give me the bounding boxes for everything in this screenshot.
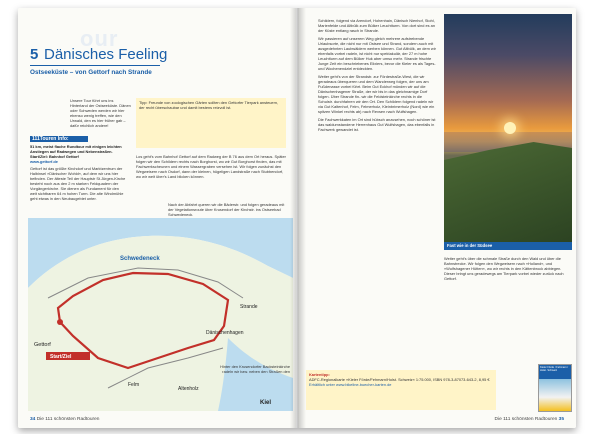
tour-info-line: Start/Ziel: Bahnhof Gettorf: [30, 154, 79, 159]
chapter-subtitle: Ostseeküste – von Gettorf nach Strande: [30, 69, 152, 76]
map-label-start: Start/Ziel: [50, 354, 72, 360]
intro-text: Unsere Tour führt uns ins Hinterland der Ostseeküste. Dänen oder Schweden werden wir hier ebenso wenig treffen, wie den Urwald, den es hier früher gab – dafür reichlich andere!: [70, 98, 131, 128]
map-label: Dänischenhagen: [206, 330, 244, 336]
left-page: [18, 8, 296, 428]
tour-info-box: [30, 144, 124, 164]
map-tip-title: Kartentipp:: [309, 372, 330, 377]
page-footer-left: [30, 417, 99, 422]
tour-info-link[interactable]: www.gettorf.de: [30, 159, 58, 164]
map-cover-label: Kieler Förde / Fehmarn / Holst. Schweiz: [540, 366, 569, 372]
sunset-photo: [444, 14, 572, 242]
right-column-1: [318, 18, 436, 132]
tour-info-title: 111Touren Info:: [30, 136, 88, 142]
map-tip-box: [306, 370, 496, 410]
column-text: Die Fachwerkkaten im Ort sind hübsch anzusehen, noch schöner ist das waldumstandene Herrenhaus Gut Wulfshagen, das ebenfalls in Fachwerk gewandet ist.: [318, 117, 436, 132]
route-map: [28, 218, 293, 411]
start-marker: [57, 319, 63, 325]
column-text: Weiter geht's von der Strandstr. zur Fördestraße-West, die wir geradeaus überqueren und dem Wanderweg folgen, der uns am Fußdenasse vorbei führt. Beim Gut Eckhof münden wir auf die Dänischenhagener Straße, der wir bis in das gleichnamige Dorf folgen. Über Strande fin- wir die Feldsteinkirche rechts in die Schulstr. durchfahren wir den Ort. Den Schildern folgend radeln wir via Gut Kaltenhof, Felm, Felmerholz, Kleinbrimerholz (Nord) wie ein spitzen Winkel rechts ab) nach Rexsen nach Wulfshagen.: [318, 74, 435, 114]
right-page: [298, 8, 576, 428]
chapter-number: 5: [30, 46, 39, 63]
map-label: Strande: [240, 304, 258, 310]
photo-caption: Fast wie in der Südsee: [444, 242, 572, 250]
map-label: Felm: [128, 382, 140, 388]
column-text: Wir passieren auf unserem Weg gleich mehrere aufstrebende Urlaubsorte, die nicht nur mit Ostsee und Strand, sondern auch mit ausgedehnten Laubwäldern werben können. Gut Altbülk, an dem wir ebenfalls vorbei radeln, ist nicht nur spektakulär, der 27 m hohe Leuchtturm auf dem Bülker Huk aber umso mehr. Strande frischte Junge Zeit ein beschriebenes Elixiers, bevor die Kieler es als Tages- und Wochenendziel entdeckten.: [318, 36, 436, 71]
page-number: 34: [30, 417, 36, 422]
footer-title: Die 111 schönsten Radtouren: [36, 417, 100, 422]
chapter-title: Dänisches Feeling: [44, 46, 168, 63]
page-number: 35: [558, 417, 564, 422]
map-tip-text: ADFC-Regionalkarte »Kieler Förde/Fehmarn/Holst. Schweiz« 1:75.000, ISBN 978-3-87073-643-2, 8,95 €: [309, 377, 490, 382]
photo-cliff: [444, 142, 572, 242]
tip-text: Tipp: Freunde von zoologischen Gärten sollten den Gettorfer Tierpark ansteuern, der recht überschaubar und damit bestens reizvoll ist.: [139, 100, 279, 110]
map-caption-text: Hinter den Krusendorfer Backsteinkirche radeln wir bzw. neben den Straßen den: [220, 364, 290, 374]
photo-sun: [504, 122, 516, 134]
tour-info-line: 51 km, meist flache Rundtour mit einigen leichten Anstiegen auf Radwegen und Nebenstraßen.: [30, 144, 122, 154]
title-rule: [30, 65, 160, 66]
map-label: Schwedeneck: [120, 256, 160, 262]
column-text: Schildern, folgend via Arendorf, Hohenhain, Dänisch Nienhof, Stohl, Marienfelde und Altbülk zum Bülker Leuchtturm. Von dort sind es an der Küste entlang rasch in Strande.: [318, 18, 435, 33]
map-cover: [538, 364, 572, 412]
column-text: Los geht's vom Bahnhof Gettorf auf dem Radweg der B 76 aus dem Ort heraus. Später folgen wir den Schildern rechts nach Borghorst, wo wir Gut Borghorst finden, das mit Fachwerkscheunen und einem Wassergraben versehen ist. Wir folgen zunächst den Wegweisern nach Osdorf, dann der kleinen, hügeligen Landstraße nach Stubbendorf, wo wir weit über's Land blicken können.: [136, 154, 286, 179]
page-footer-right: [495, 417, 564, 422]
map-label: Altenholz: [178, 386, 199, 392]
footer-title: Die 111 schönsten Radtouren: [494, 417, 558, 422]
column-text: Weiter geht's über die schmale Straße durch den Wald und über die Bahnstrecke. Wir folgen den Wegweisern nach »Holland«, und »Wulfshagener Hütten«, wo wir rechts in den Kättenbrock abbiegen. Dieser bringt uns geradewegs am Tierpark vorbei wieder zurück nach Gettorf.: [444, 256, 564, 281]
book-gutter: [290, 8, 306, 428]
ghost-title: our: [80, 26, 119, 51]
map-tip-link[interactable]: Erhältlich unter www.bikeline-buecher-karten.de: [309, 382, 392, 387]
map-label: Kiel: [260, 400, 272, 406]
map-label: Gettorf: [34, 342, 51, 348]
column-text: Gettorf ist das größte Kirchdorf und Marktzentrum der Halbinsel »Dänischer Wohld«, auf dem wir uns hier befinden. Der älteste Teil der Hauptstr St.Jürgen-Kirche besteht noch aus den 2 m starken Feldquadern der Vorgängerkirche. Sie dienen als Fundament für den weit sichtbaren 64 m hohen Turm. Die alte Windmühle geht etwas in den Neubaugebiet unter.: [30, 166, 126, 201]
open-book: [18, 8, 576, 428]
column-text: Nach der Abfahrt queren wir die Bäderstr. und folgen geradeaus mit der Vegetationsroute über Krusendorf der Kirchstr. ins Ostseebad Schwedeneck.: [168, 202, 285, 217]
tip-box: [136, 98, 286, 148]
